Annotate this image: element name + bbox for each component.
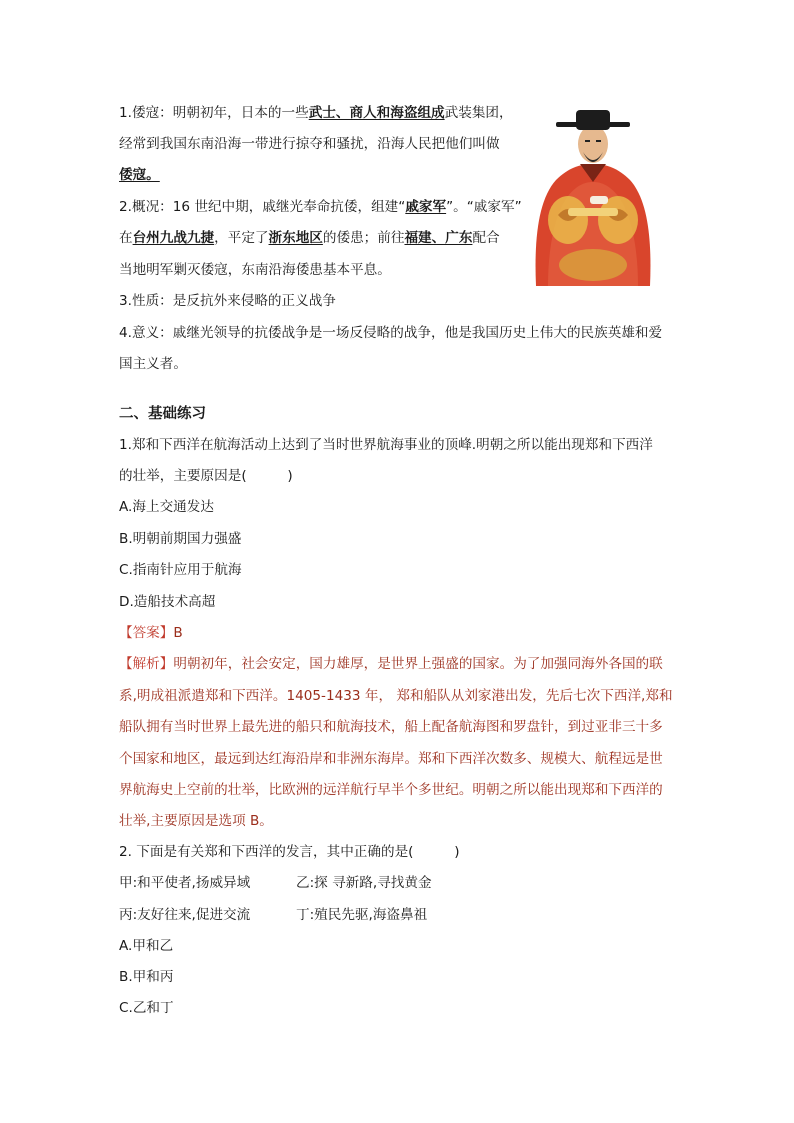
option-c: C.指南针应用于航海 (119, 562, 242, 578)
text: 配合 (472, 230, 500, 246)
text-line (119, 166, 160, 184)
text-line (119, 198, 522, 216)
analysis-tag: 【解析】 (119, 656, 174, 672)
question-text: 1.郑和下西洋在航海活动上达到了当时世界航海事业的顶峰.明朝之所以能出现郑和下西洋 (119, 437, 653, 453)
question-text: 2. 下面是有关郑和下西洋的发言，其中正确的是( ) (119, 844, 460, 860)
answer-tag: 【答案】 (119, 625, 174, 641)
text-line: 经常到我国东南沿海一带进行掠夺和骚扰，沿海人民把他们叫做 (119, 136, 500, 152)
text: ，平定了 (214, 230, 269, 246)
analysis-text: 明朝初年，社会安定，国力雄厚，是世界上强盛的国家。为了加强同海外各国的联 (173, 656, 663, 672)
emphasis: 福建、广东 (404, 230, 473, 246)
text-line (119, 104, 513, 122)
answer-value: B (173, 625, 183, 641)
analysis-line: 系,明成祖派遣郑和下西洋。1405-1433 年， 郑和船队从刘家港出发，先后七次下西洋,郑和 (119, 688, 673, 704)
analysis-line: 界航海史上空前的壮举，比欧洲的远洋航行早半个多世纪。明朝之所以能出现郑和下西洋的 (119, 782, 663, 798)
text: 的倭患；前往 (322, 230, 405, 246)
statement-bing: 丙:友好往来,促进交流 (119, 907, 251, 923)
option-b: B.甲和丙 (119, 969, 174, 985)
text-line: 3.性质：是反抗外来侵略的正义战争 (119, 293, 336, 309)
statement-yi: 乙:探 寻新路,寻找黄金 (296, 875, 432, 891)
option-c: C.乙和丁 (119, 1000, 174, 1016)
analysis-line: 船队拥有当时世界上最先进的船只和航海技术，船上配备航海图和罗盘针，到过亚非三十多 (119, 719, 663, 735)
statement-jia: 甲:和平使者,扬威异域 (119, 875, 251, 891)
text-line: 国主义者。 (119, 356, 187, 372)
text-line (119, 229, 500, 247)
option-d: D.造船技术高超 (119, 594, 216, 610)
emphasis: 戚家军 (405, 199, 447, 215)
portrait-illustration (528, 100, 658, 286)
emphasis: 武士、商人和海盗组成 (308, 105, 445, 121)
answer-line (119, 624, 183, 642)
text-line: 当地明军剿灭倭寇，东南沿海倭患基本平息。 (119, 262, 391, 278)
statement-ding: 丁:殖民先驱,海盗鼻祖 (296, 907, 428, 923)
option-a: A.甲和乙 (119, 938, 174, 954)
text: ”。“戚家军” (446, 199, 522, 215)
text: 2.概况：16 世纪中期，戚继光奉命抗倭，组建“ (119, 199, 406, 215)
analysis-line (119, 655, 663, 673)
option-b: B.明朝前期国力强盛 (119, 531, 242, 547)
analysis-line: 壮举,主要原因是选项 B。 (119, 813, 273, 829)
text: 在 (119, 230, 133, 246)
analysis-line: 个国家和地区，最远到达红海沿岸和非洲东海岸。郑和下西洋次数多、规模大、航程远是世 (119, 751, 663, 767)
question-text: 的壮举，主要原因是( ) (119, 468, 293, 484)
emphasis: 台州九战九捷 (132, 230, 215, 246)
text: 1.倭寇：明朝初年，日本的一些 (119, 105, 309, 121)
emphasis: 浙东地区 (268, 230, 323, 246)
option-a: A.海上交通发达 (119, 499, 214, 515)
section-heading: 二、基础练习 (119, 406, 206, 422)
emphasis: 倭寇。 (119, 167, 160, 183)
text: 武装集团， (444, 105, 513, 121)
text-line: 4.意义：戚继光领导的抗倭战争是一场反侵略的战争，他是我国历史上伟大的民族英雄和爱 (119, 325, 663, 341)
